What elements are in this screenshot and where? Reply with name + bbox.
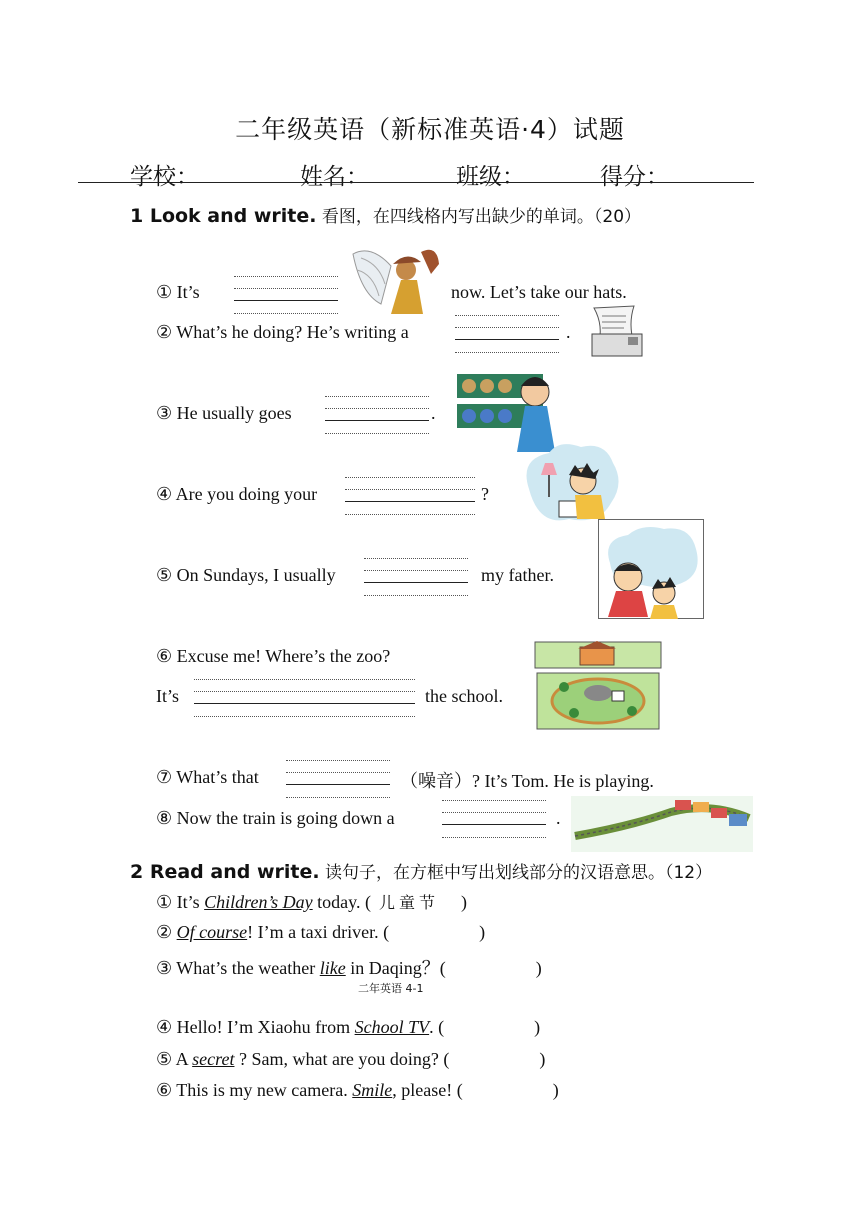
q2-answer-lines[interactable]	[455, 315, 559, 353]
r4-text-a: ④ Hello! I’m Xiaohu from	[156, 1017, 355, 1037]
r4-line	[156, 1017, 540, 1038]
q2-text-a: ② What’s he doing? He’s writing a	[156, 322, 409, 342]
r2-text-a: ②	[156, 922, 177, 942]
letter-envelope-picture	[588, 304, 644, 358]
r4-underlined: School TV	[354, 1017, 430, 1037]
q6-text-a: ⑥ Excuse me! Where’s the zoo?	[156, 646, 391, 666]
r3-text-c: )	[535, 958, 542, 978]
r2-underlined: Of course	[176, 922, 248, 942]
q4-text-b: ?	[481, 484, 489, 504]
q1-text-b: now. Let’s take our hats.	[451, 282, 627, 302]
q3-answer-lines[interactable]	[325, 396, 429, 434]
r5-line	[156, 1049, 545, 1070]
r3-underlined: like	[319, 958, 346, 978]
section1-title: 1 Look and write.	[130, 205, 317, 227]
q6-text-b: It’s	[156, 686, 180, 706]
homework-picture	[519, 439, 625, 527]
q1-text-a: ① It’s	[156, 282, 200, 302]
r6-underlined: Smile	[352, 1080, 393, 1100]
q7-text-b: （噪音）? It’s Tom. He is playing.	[400, 771, 654, 791]
section2-heading	[130, 858, 712, 883]
r5-underlined: secret	[192, 1049, 235, 1069]
q7-text-a: ⑦ What’s that	[156, 767, 259, 787]
q3-text-a: ③ He usually goes	[156, 403, 292, 423]
q2-text-b: .	[566, 322, 571, 342]
r1-text-a: ① It’s	[156, 892, 205, 912]
r1-text-c: )	[461, 892, 467, 912]
r3-text-b: in Daqing？(	[345, 958, 446, 978]
r6-text-a: ⑥ This is my new camera.	[156, 1080, 353, 1100]
r3-text-a: ③ What’s the weather	[156, 958, 320, 978]
q8-answer-lines[interactable]	[442, 800, 546, 838]
page-footer: 二年英语 4-1	[358, 982, 424, 995]
section2-instruction: 读句子，在方框中写出划线部分的汉语意思。（12）	[324, 863, 713, 883]
q5-text-a: ⑤ On Sundays, I usually	[156, 565, 336, 585]
r2-text-c: )	[479, 922, 486, 942]
r5-text-c: )	[539, 1049, 546, 1069]
q8-text-b: .	[556, 808, 561, 828]
section1-heading	[130, 202, 641, 227]
score-label: 得分：	[600, 164, 669, 190]
q7-answer-lines[interactable]	[286, 760, 390, 798]
r6-text-c: )	[552, 1080, 559, 1100]
school-label: 学校：	[130, 164, 199, 190]
r3-line	[156, 954, 542, 980]
q1-answer-lines[interactable]	[234, 276, 338, 314]
q4-text-a: ④ Are you doing your	[156, 484, 318, 504]
windy-weather-picture	[351, 244, 439, 318]
page-title: 二年级英语（新标准英语·4）试题	[235, 115, 625, 144]
train-hill-picture	[571, 796, 753, 852]
q6-answer-lines[interactable]	[194, 679, 415, 717]
r1-text-b: today. (	[312, 892, 371, 912]
section2-title: 2 Read and write.	[130, 861, 320, 883]
class-label: 班级：	[456, 164, 525, 190]
zoo-map-picture	[534, 641, 662, 731]
q4-answer-lines[interactable]	[345, 477, 475, 515]
header-rule	[78, 182, 754, 183]
r5-text-b: ? Sam, what are you doing? (	[234, 1049, 450, 1069]
r5-text-a: ⑤ A	[156, 1049, 193, 1069]
r4-text-c: )	[534, 1017, 541, 1037]
r4-text-b: . (	[429, 1017, 445, 1037]
r1-answer[interactable]: 儿童节	[378, 893, 439, 912]
section1-instruction: 看图，在四线格内写出缺少的单词。（20）	[321, 207, 642, 227]
q5-text-b: my father.	[481, 565, 554, 585]
q6-text-c: the school.	[425, 686, 503, 706]
father-and-son-picture	[598, 519, 704, 619]
r2-line	[156, 922, 485, 943]
r2-text-b: ! I’m a taxi driver. (	[247, 922, 390, 942]
r1-underlined: Children’s Day	[204, 892, 313, 912]
name-label: 姓名：	[300, 164, 369, 190]
r6-text-b: , please! (	[392, 1080, 463, 1100]
r1-line	[156, 890, 467, 913]
r6-line	[156, 1080, 559, 1101]
q8-text-a: ⑧ Now the train is going down a	[156, 808, 395, 828]
q3-text-b: .	[431, 403, 436, 423]
q5-answer-lines[interactable]	[364, 558, 468, 596]
